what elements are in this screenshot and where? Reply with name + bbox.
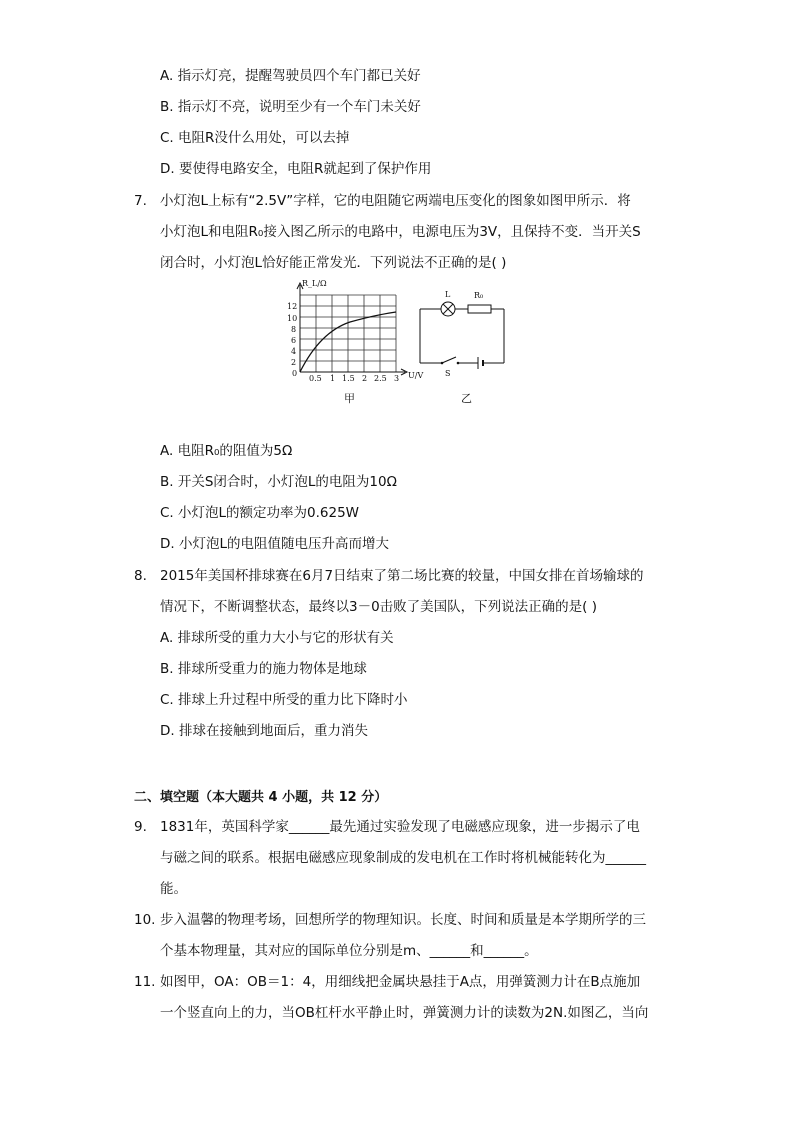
- resistor-symbol: [468, 305, 491, 313]
- x-tick: 1: [330, 374, 336, 383]
- origin-label: 0: [292, 369, 298, 378]
- q10-number: 10.: [134, 912, 156, 928]
- x-tick: 1.5: [342, 374, 355, 383]
- q9-line-3: 能。: [160, 881, 187, 897]
- section-2-title: 二、填空题（本大题共 4 小题，共 12 分）: [134, 790, 388, 805]
- x-axis-label: U/V: [408, 371, 424, 380]
- q8-option-d: D. 排球在接触到地面后，重力消失: [160, 723, 368, 739]
- y-tick: 2: [291, 358, 297, 367]
- q8-stem-line-1: 2015年美国杯排球赛在6月7日结束了第二场比赛的较量，中国女排在首场输球的: [160, 568, 644, 584]
- q7-stem-line-1: 小灯泡L上标有“2.5V”字样，它的电阻随它两端电压变化的图象如图甲所示．将: [160, 193, 631, 209]
- q7-stem-line-3: 闭合时，小灯泡L恰好能正常发光．下列说法不正确的是( ): [160, 255, 507, 271]
- y-tick: 10: [287, 314, 298, 323]
- q8-option-a: A. 排球所受的重力大小与它的形状有关: [160, 630, 394, 646]
- y-tick: 8: [291, 325, 297, 334]
- q9-line-2: 与磁之间的联系。根据电磁感应现象制成的发电机在工作时将机械能转化为______: [160, 850, 646, 866]
- resistor-label: R₀: [474, 291, 484, 300]
- q11-line-2: 一个竖直向上的力，当OB杠杆水平静止时，弹簧测力计的读数为2N.如图乙，当向: [160, 1005, 649, 1021]
- q6-option-b: B. 指示灯不亮，说明至少有一个车门未关好: [160, 99, 421, 115]
- y-tick: 12: [287, 302, 298, 311]
- q10-line-1: 步入温馨的物理考场，回想所学的物理知识。长度、时间和质量是本学期所学的三: [160, 912, 646, 928]
- x-tick: 0.5: [309, 374, 322, 383]
- q7-option-c: C. 小灯泡L的额定功率为0.625W: [160, 505, 360, 521]
- figure-jia-graph: [280, 277, 430, 409]
- q8-number: 8.: [134, 568, 147, 584]
- q7-stem-line-2: 小灯泡L和电阻R₀接入图乙所示的电路中，电源电压为3V，且保持不变．当开关S: [160, 224, 641, 240]
- x-tick: 2: [362, 374, 368, 383]
- q7-number: 7.: [134, 193, 147, 209]
- q9-line-1: 1831年，英国科学家______最先通过实验发现了电磁感应现象，进一步揭示了电: [160, 819, 640, 835]
- q7-option-b: B. 开关S闭合时，小灯泡L的电阻为10Ω: [160, 474, 397, 490]
- figure-yi-circuit: [414, 285, 514, 409]
- switch-symbol: [442, 357, 456, 363]
- q10-line-2: 个基本物理量，其对应的国际单位分别是m、______和______。: [160, 943, 538, 959]
- q11-number: 11.: [134, 974, 156, 990]
- y-tick: 6: [291, 336, 297, 345]
- q11-line-1: 如图甲，OA：OB＝1：4，用细线把金属块悬挂于A点，用弹簧测力计在B点施加: [160, 974, 641, 990]
- figure-yi-caption: 乙: [461, 392, 472, 405]
- y-axis-label: R_L/Ω: [302, 279, 327, 288]
- q9-number: 9.: [134, 819, 147, 835]
- q8-option-c: C. 排球上升过程中所受的重力比下降时小: [160, 692, 408, 708]
- q8-stem-line-2: 情况下，不断调整状态，最终以3－0击败了美国队，下列说法正确的是( ): [160, 599, 598, 615]
- q7-option-d: D. 小灯泡L的电阻值随电压升高而增大: [160, 536, 389, 552]
- x-tick: 3: [394, 374, 400, 383]
- lamp-label: L: [445, 290, 451, 299]
- x-tick: 2.5: [374, 374, 387, 383]
- switch-label: S: [445, 369, 451, 378]
- q7-option-a: A. 电阻R₀的阻值为5Ω: [160, 443, 293, 459]
- q8-option-b: B. 排球所受重力的施力物体是地球: [160, 661, 367, 677]
- q6-option-c: C. 电阻R没什么用处，可以去掉: [160, 130, 350, 146]
- q6-option-a: A. 指示灯亮，提醒驾驶员四个车门都已关好: [160, 68, 421, 84]
- q6-option-d: D. 要使得电路安全，电阻R就起到了保护作用: [160, 161, 432, 177]
- y-tick: 4: [291, 347, 297, 356]
- figure-jia-caption: 甲: [344, 392, 355, 405]
